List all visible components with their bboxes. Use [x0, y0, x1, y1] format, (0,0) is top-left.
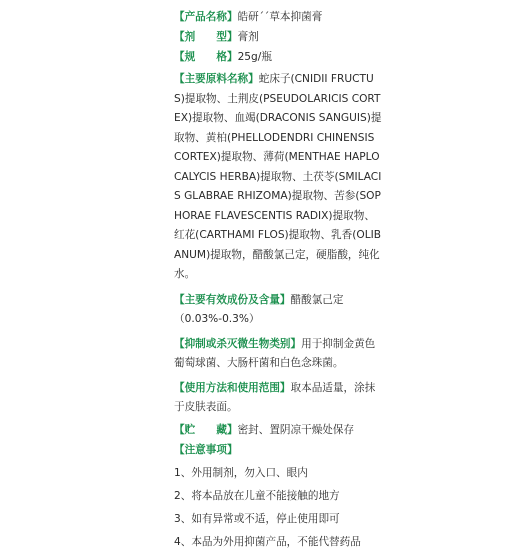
ingredients-label: 【主要原料名称】: [174, 73, 259, 85]
notes-item: 2、将本品放在儿童不能接触的地方: [174, 489, 340, 502]
microbes-label: 【抑制或杀灭微生物类别】: [174, 337, 302, 350]
usage-value: 取本品适量，涂抹于皮肤表面。: [174, 381, 376, 413]
storage-row: [174, 423, 384, 437]
active-ingredient-label: 【主要有效成份及含量】: [174, 293, 291, 306]
notes-label: 【注意事项】: [174, 443, 238, 456]
microbes-row: [174, 335, 384, 373]
active-ingredient-value: 醋酸氯己定: [290, 293, 344, 306]
active-ingredient-content: （0.03%-0.3%）: [174, 312, 260, 325]
storage-label: 【贮 藏】: [174, 423, 238, 436]
product-spec-list: [174, 10, 384, 558]
specification-row: [174, 50, 384, 64]
notes-item: 1、外用制剂，勿入口、眼内: [174, 466, 308, 479]
product-name-value: 皓研´´草本抑菌膏: [237, 11, 323, 23]
usage-row: [174, 379, 384, 417]
notes-heading-row: [174, 443, 384, 457]
specification-value: 25g/瓶: [237, 51, 272, 63]
ingredients-row: [174, 70, 384, 285]
product-name-row: [174, 10, 384, 24]
active-ingredient-row: [174, 291, 384, 310]
dosage-form-row: [174, 30, 384, 44]
storage-value: 密封、置阴凉干燥处保存: [237, 423, 355, 436]
active-ingredient-content-row: [174, 310, 384, 329]
specification-label: 【规 格】: [174, 51, 238, 63]
dosage-form-value: 膏剂: [237, 31, 259, 43]
dosage-form-label: 【剂 型】: [174, 31, 238, 43]
microbes-value: 用于抑制金黄色葡萄球菌、大肠杆菌和白色念珠菌。: [174, 337, 376, 369]
usage-label: 【使用方法和使用范围】: [174, 381, 291, 394]
notes-item: 3、如有异常或不适，停止使用即可: [174, 512, 340, 525]
notes-item: 4、本品为外用抑菌产品，不能代替药品: [174, 535, 361, 548]
ingredients-value: 蛇床子(CNIDII FRUCTUS)提取物、土荆皮(PSEUDOLARICIS CORTEX)提取物、血竭(DRACONIS SANGUIS)提取物、黄柏(PHELLODENDRI CHINENSIS CORTEX)提取物、薄荷(MENTHAE HAPLOCALYCIS HERBA)提取物、土茯苓(SMILACIS GLABRAE RHIZOMA)提取物、苦参(SOPHORAE FLAVESCENTIS RADIX)提取物、红花(CARTHAMI FLOS)提取物、乳香(OLIBANUM)提取物，醋酸氯己定，硬脂酸，纯化水。: [174, 73, 382, 280]
product-name-label: 【产品名称】: [174, 11, 238, 23]
